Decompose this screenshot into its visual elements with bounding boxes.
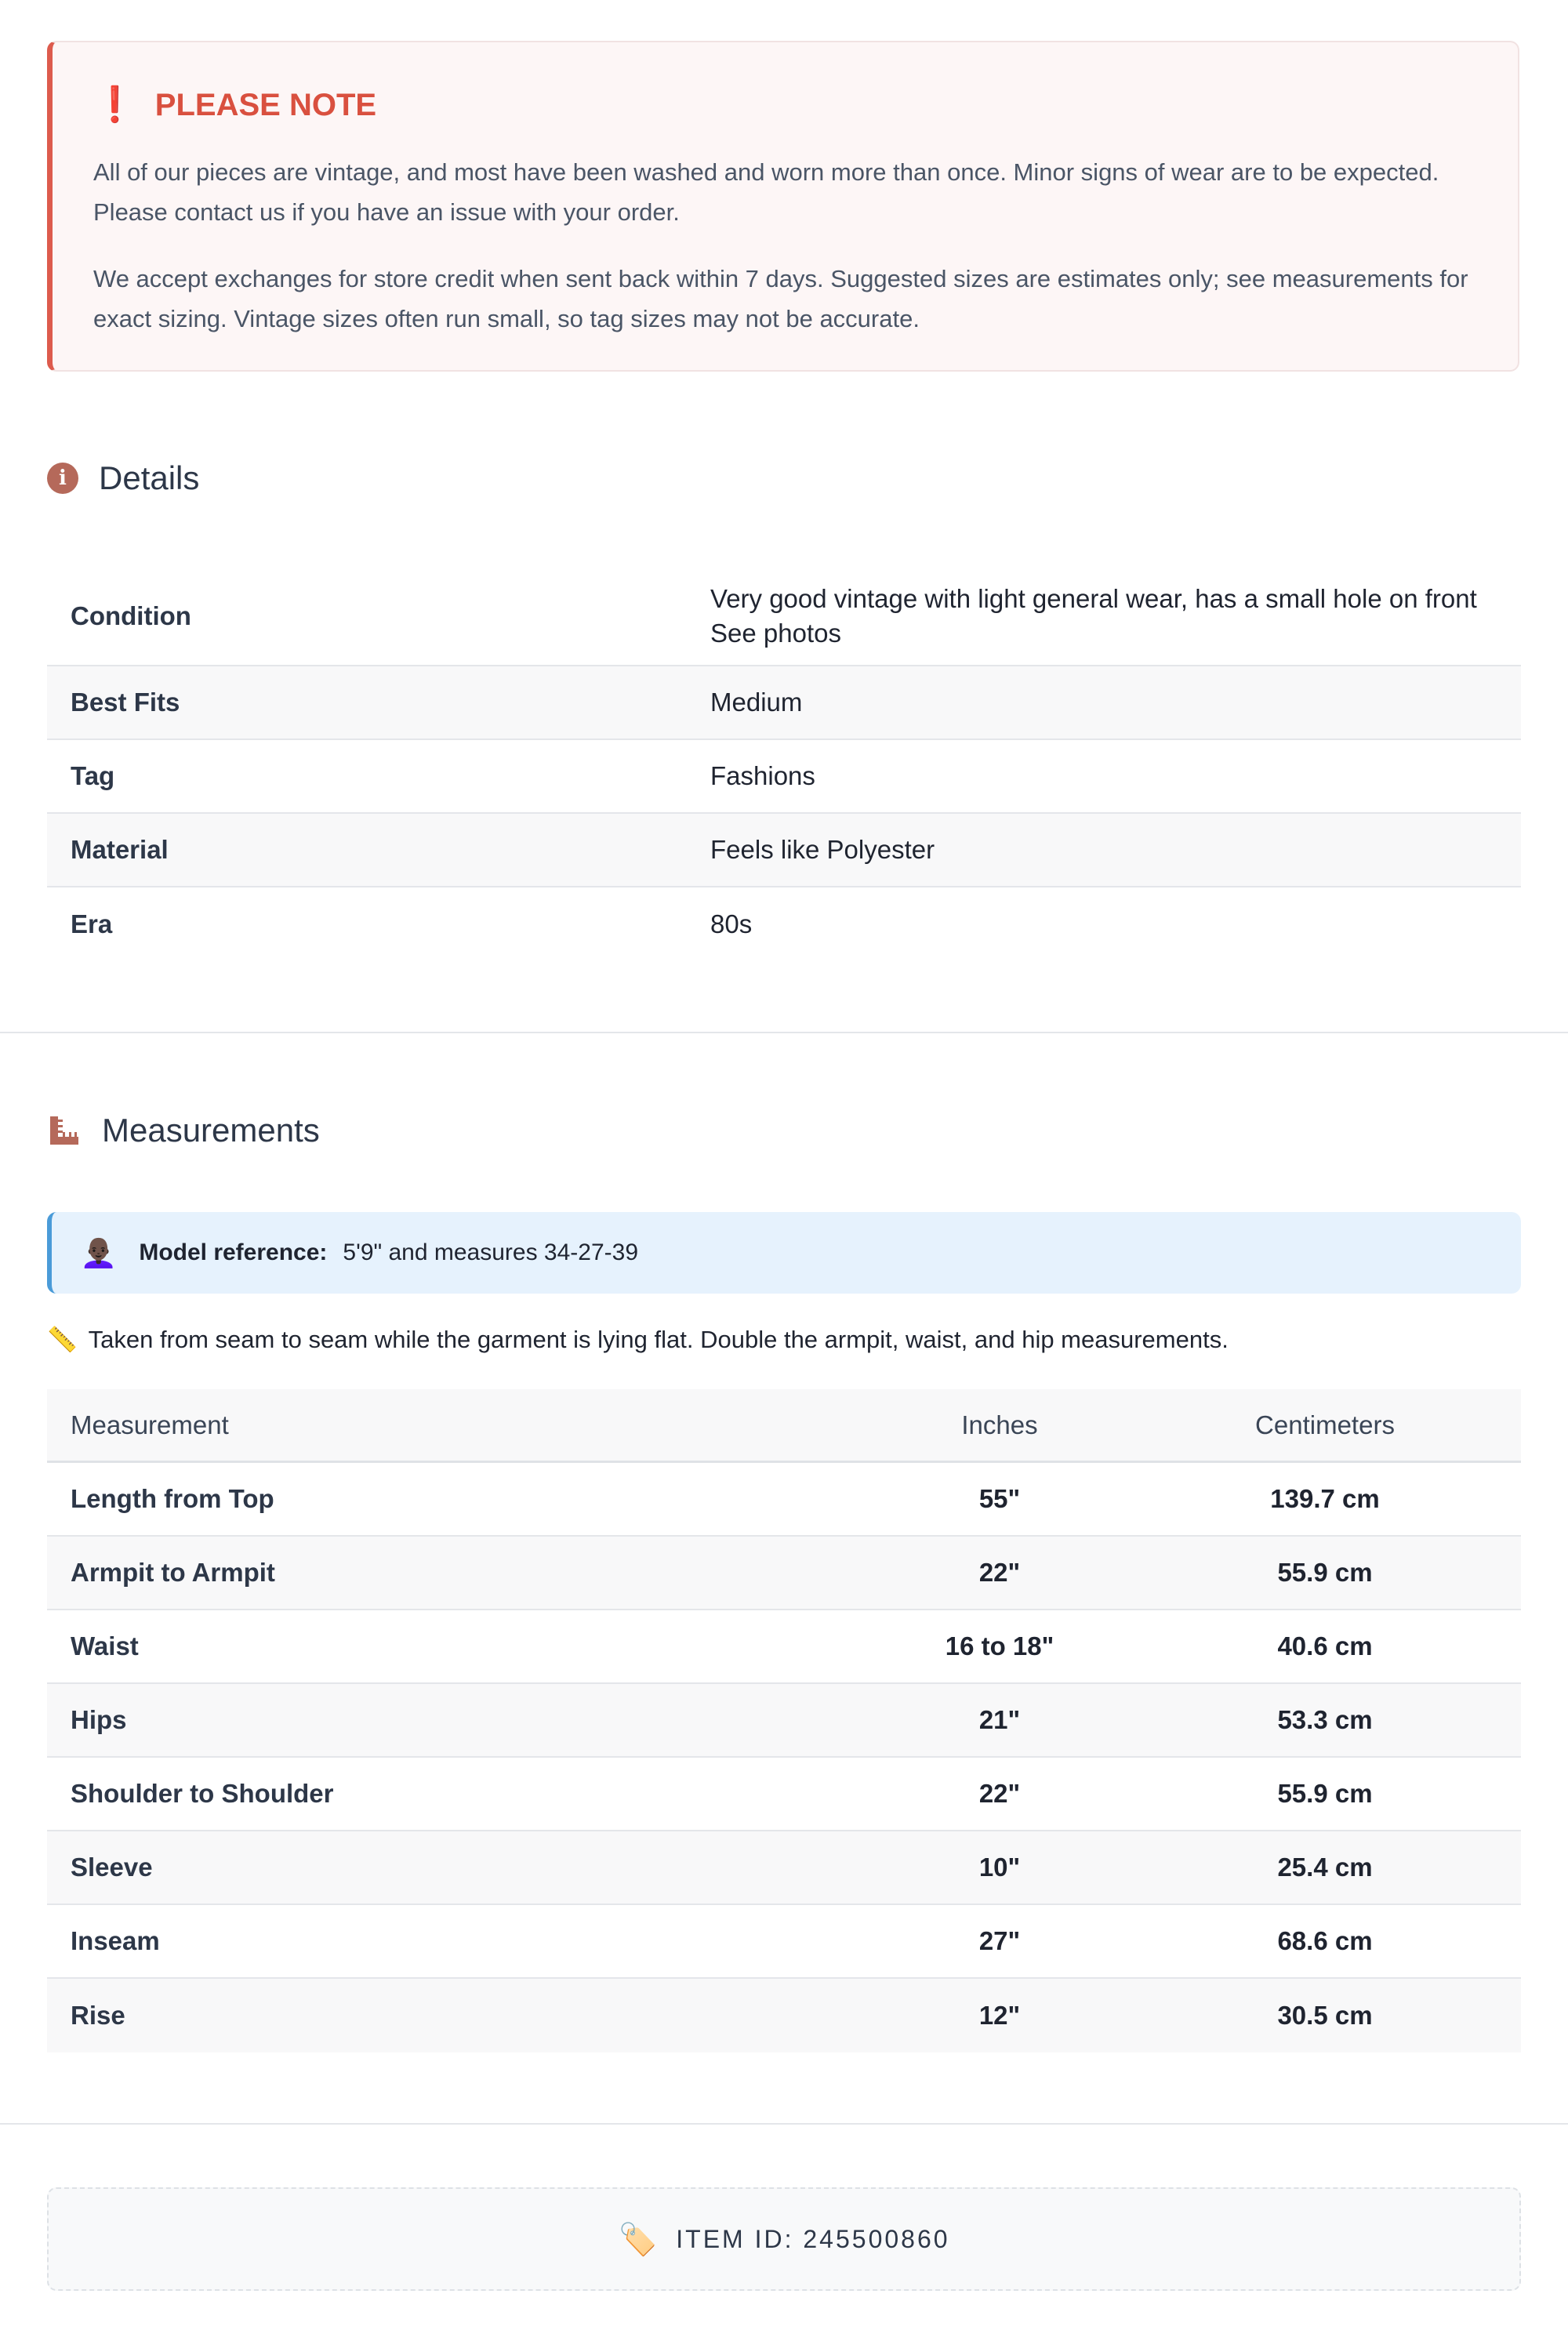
section-divider (0, 1032, 1568, 1033)
ruler-icon (47, 1113, 82, 1148)
measurements-table (47, 1389, 1521, 2052)
notice-paragraph: We accept exchanges for store credit when sent back within 7 days. Suggested sizes are estimates only; see measurements for exact sizing. Vintage sizes often run small, so tag sizes may not be accurate. (93, 265, 1468, 332)
measurement-cm: 30.5 cm (1277, 2001, 1373, 2030)
model-reference-banner (47, 1212, 1521, 1294)
table-row (47, 1831, 1521, 1905)
info-icon: i (47, 463, 78, 494)
notice-heading (93, 82, 376, 129)
details-label: Best Fits (71, 688, 180, 717)
measurement-note (47, 1325, 1229, 1354)
measurement-name: Length from Top (71, 1484, 274, 1513)
details-value: Fashions (710, 761, 815, 790)
details-table (47, 568, 1521, 961)
table-row (47, 1537, 1521, 1610)
measurement-cm: 55.9 cm (1277, 1558, 1373, 1587)
model-reference-value: 5'9" and measures 34-27-39 (343, 1239, 639, 1265)
details-value: Feels like Polyester (710, 835, 935, 864)
details-row (47, 568, 1521, 666)
measurement-name: Shoulder to Shoulder (71, 1779, 334, 1808)
pencil-icon: 📏 (47, 1326, 78, 1353)
measurement-inches: 16 to 18" (945, 1631, 1054, 1660)
measurement-name: Armpit to Armpit (71, 1558, 275, 1587)
details-value: Very good vintage with light general wear, has a small hole on front See photos (710, 584, 1477, 648)
measurement-cm: 25.4 cm (1277, 1853, 1373, 1882)
column-header: Measurement (71, 1410, 229, 1439)
table-row (47, 1610, 1521, 1684)
measurement-cm: 139.7 cm (1270, 1484, 1380, 1513)
measurement-inches: 22" (978, 1558, 1021, 1587)
details-heading (47, 455, 199, 502)
measurement-cm: 53.3 cm (1277, 1705, 1373, 1734)
measurements-title: Measurements (102, 1112, 320, 1149)
notice-paragraph: All of our pieces are vintage, and most have been washed and worn more than once. Minor signs of wear are to be expected. Please contact us if you have an issue with your order. (93, 158, 1439, 226)
details-row (47, 740, 1521, 814)
measurement-inches: 12" (978, 2001, 1021, 2030)
details-title: Details (99, 459, 200, 496)
measurement-inches: 22" (978, 1779, 1021, 1808)
table-header-row (47, 1389, 1521, 1463)
please-note-banner (47, 41, 1519, 372)
table-row (47, 1684, 1521, 1758)
measurement-name: Inseam (71, 1926, 160, 1955)
details-value: 80s (710, 909, 753, 938)
measurement-name: Waist (71, 1631, 139, 1660)
item-id-box (47, 2187, 1521, 2291)
details-row (47, 666, 1521, 740)
table-row (47, 1758, 1521, 1831)
measurement-inches: 27" (978, 1926, 1021, 1955)
measurement-name: Rise (71, 2001, 125, 2030)
measurement-name: Hips (71, 1705, 127, 1734)
measurement-inches: 21" (978, 1705, 1021, 1734)
person-icon: 👩🏿‍🦲 (80, 1236, 118, 1269)
details-value: Medium (710, 688, 803, 717)
measurements-heading (47, 1107, 320, 1154)
details-label: Condition (71, 601, 191, 630)
section-divider (0, 2123, 1568, 2125)
column-header: Centimeters (1255, 1410, 1395, 1439)
notice-title: PLEASE NOTE (154, 87, 377, 122)
measurement-name: Sleeve (71, 1853, 153, 1882)
details-row (47, 887, 1521, 961)
details-label: Tag (71, 761, 115, 790)
details-row (47, 814, 1521, 887)
measurement-inches: 55" (978, 1484, 1021, 1513)
details-label: Material (71, 835, 169, 864)
measurement-cm: 55.9 cm (1277, 1779, 1373, 1808)
column-header: Inches (961, 1410, 1038, 1439)
table-row (47, 1463, 1521, 1537)
tag-icon: 🏷️ (618, 2222, 658, 2257)
exclamation-icon: ❗ (93, 85, 136, 124)
measurement-cm: 68.6 cm (1277, 1926, 1373, 1955)
details-label: Era (71, 909, 113, 938)
measurement-note-text: Taken from seam to seam while the garment is lying flat. Double the armpit, waist, and hip measurements. (88, 1325, 1229, 1353)
model-reference-label: Model reference: (139, 1239, 328, 1265)
table-row (47, 1979, 1521, 2052)
item-id: ITEM ID: 245500860 (676, 2224, 950, 2253)
table-row (47, 1905, 1521, 1979)
measurement-cm: 40.6 cm (1277, 1631, 1373, 1660)
measurement-inches: 10" (978, 1853, 1021, 1882)
